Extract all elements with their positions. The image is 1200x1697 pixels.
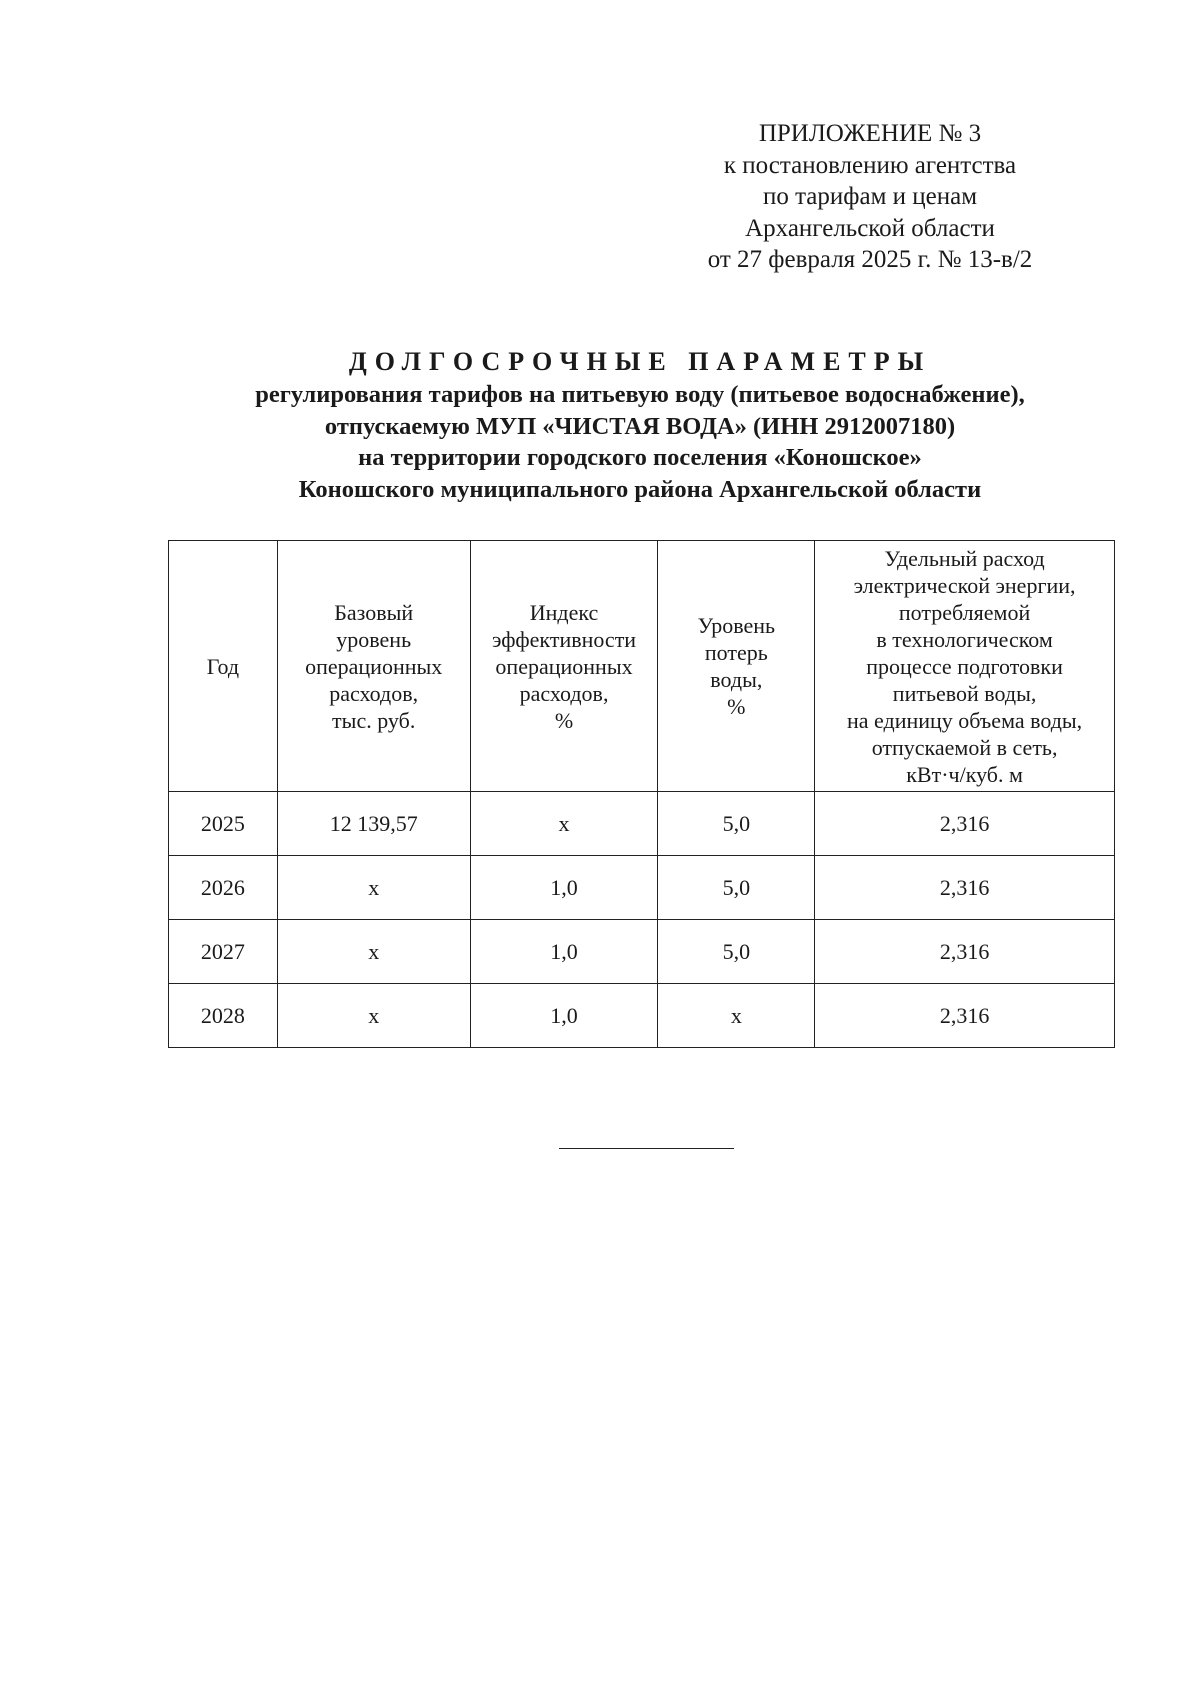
header-text: электрической энергии, — [853, 572, 1076, 598]
header-text: % — [727, 694, 746, 719]
header-text: кВт·ч/куб. м — [906, 761, 1023, 787]
header-text: тыс. руб. — [332, 707, 416, 733]
title-line: регулирования тарифов на питьевую воду (питьевое водоснабжение), — [255, 381, 1025, 408]
header-water-loss — [658, 541, 815, 792]
end-of-document-line — [559, 1148, 734, 1149]
cell-efficiency-index: 1,0 — [470, 984, 658, 1048]
table-row — [169, 984, 1115, 1048]
header-text: Уровень — [697, 613, 776, 638]
header-text: операционных — [495, 653, 633, 679]
table-row — [169, 920, 1115, 984]
header-text: Индекс — [529, 599, 599, 625]
cell-year: 2027 — [169, 920, 278, 984]
header-energy-consumption — [815, 541, 1115, 792]
header-text: потерь — [704, 640, 768, 665]
cell-energy-consumption: 2,316 — [815, 856, 1115, 920]
cell-energy-consumption: 2,316 — [815, 792, 1115, 856]
header-text: операционных — [305, 653, 443, 679]
title-main: ДОЛГОСРОЧНЫЕ ПАРАМЕТРЫ — [348, 347, 932, 376]
title-line: отпускаемую МУП «ЧИСТАЯ ВОДА» (ИНН 2912007180) — [324, 412, 956, 440]
cell-base-opex: 12 139,57 — [277, 792, 470, 856]
appendix-line: ПРИЛОЖЕНИЕ № 3 — [758, 120, 982, 147]
cell-efficiency-index: 1,0 — [470, 920, 658, 984]
header-text: питьевой воды, — [892, 680, 1037, 706]
cell-water-loss: 5,0 — [658, 792, 815, 856]
parameters-table — [168, 540, 1115, 1048]
header-text: воды, — [710, 667, 763, 692]
cell-energy-consumption: 2,316 — [815, 920, 1115, 984]
header-base-opex — [277, 541, 470, 792]
cell-efficiency-index: 1,0 — [470, 856, 658, 920]
header-text: в технологическом — [876, 626, 1053, 652]
title-line: Коношского муниципального района Архангельской области — [298, 475, 982, 503]
header-text: потребляемой — [898, 599, 1031, 625]
header-text: процессе подготовки — [866, 653, 1063, 679]
table-header-row — [169, 541, 1115, 792]
title-line: на территории городского поселения «Коношское» — [358, 444, 922, 471]
appendix-header — [680, 118, 1060, 276]
header-text: уровень — [336, 626, 412, 652]
header-text: Базовый — [334, 599, 414, 625]
cell-base-opex: х — [277, 984, 470, 1048]
header-text: Год — [206, 653, 240, 679]
cell-water-loss: 5,0 — [658, 920, 815, 984]
cell-water-loss: 5,0 — [658, 856, 815, 920]
cell-energy-consumption: 2,316 — [815, 984, 1115, 1048]
header-text: расходов, — [519, 680, 609, 706]
appendix-line: по тарифам и ценам — [762, 183, 978, 210]
cell-year: 2025 — [169, 792, 278, 856]
cell-base-opex: х — [277, 856, 470, 920]
document-title — [150, 345, 1130, 505]
table-row — [169, 792, 1115, 856]
cell-year: 2028 — [169, 984, 278, 1048]
cell-efficiency-index: х — [470, 792, 658, 856]
appendix-line: Архангельской области — [745, 214, 995, 242]
header-text: на единицу объема воды, — [846, 707, 1083, 733]
header-efficiency-index — [470, 541, 658, 792]
cell-year: 2026 — [169, 856, 278, 920]
header-text: эффективности — [491, 626, 637, 652]
header-text: расходов, — [329, 680, 419, 706]
cell-water-loss: х — [658, 984, 815, 1048]
header-text: Удельный расход — [884, 545, 1045, 571]
header-year — [169, 541, 278, 792]
appendix-line: от 27 февраля 2025 г. № 13-в/2 — [707, 246, 1033, 273]
table-row — [169, 856, 1115, 920]
header-text: отпускаемой в сеть, — [871, 734, 1058, 760]
appendix-line: к постановлению агентства — [723, 151, 1017, 179]
cell-base-opex: х — [277, 920, 470, 984]
header-text: % — [554, 707, 574, 733]
